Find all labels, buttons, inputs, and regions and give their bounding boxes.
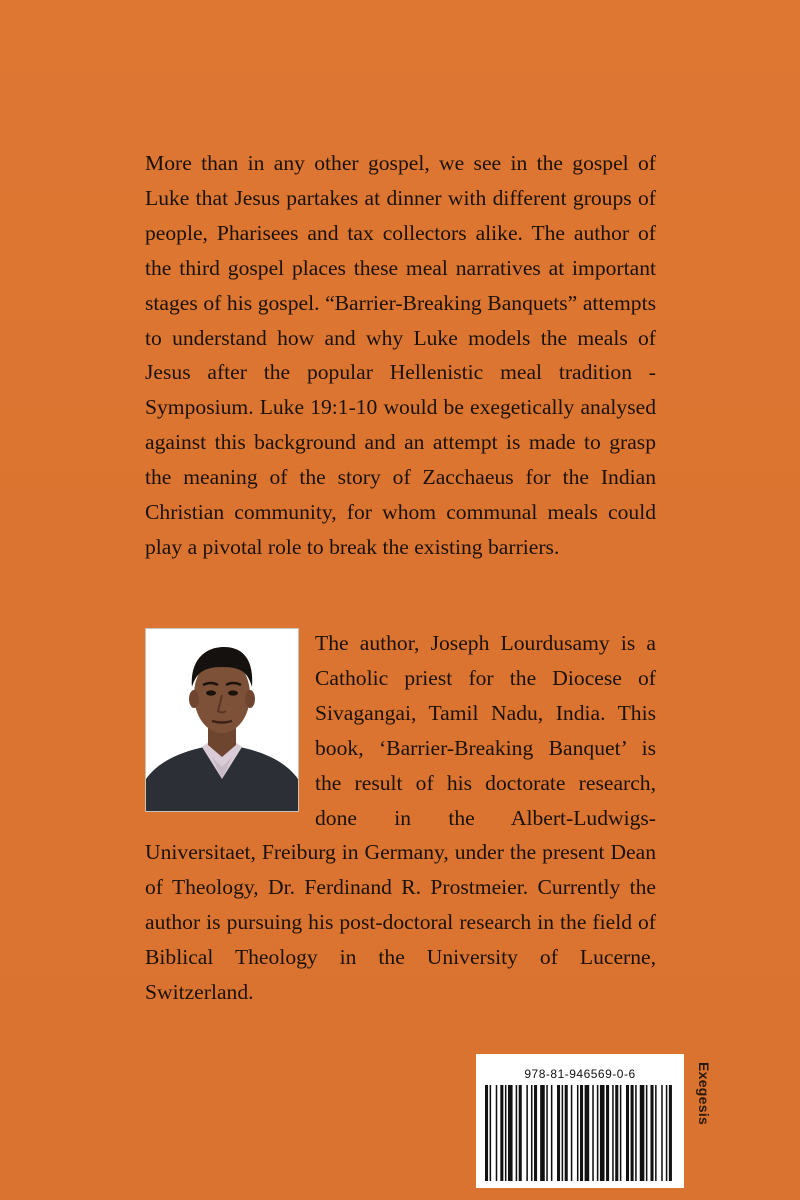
isbn-number: 978-81-946569-0-6 — [524, 1067, 636, 1081]
barcode-bars-graphic — [485, 1085, 675, 1181]
author-bio-section — [145, 626, 656, 1010]
barcode-bar — [546, 1085, 548, 1181]
barcode-bar — [650, 1085, 653, 1181]
barcode-bar — [526, 1085, 528, 1181]
barcode-bar — [562, 1085, 564, 1181]
barcode-bar — [585, 1085, 590, 1181]
barcode-bar — [531, 1085, 533, 1181]
barcode-bar — [577, 1085, 579, 1181]
barcode-bar — [571, 1085, 573, 1181]
barcode-bar — [615, 1085, 618, 1181]
barcode-bar — [597, 1085, 599, 1181]
barcode-bar — [635, 1085, 637, 1181]
barcode-bar — [485, 1085, 488, 1181]
barcode-bar — [490, 1085, 492, 1181]
category-label: Exegesis — [696, 1062, 712, 1126]
barcode-bar — [500, 1085, 503, 1181]
barcode-bar — [496, 1085, 498, 1181]
author-portrait-image — [146, 629, 298, 811]
barcode-bar — [606, 1085, 609, 1181]
barcode-bar — [580, 1085, 583, 1181]
barcode-bar — [631, 1085, 634, 1181]
barcode-bar — [666, 1085, 668, 1181]
barcode-bar — [534, 1085, 537, 1181]
barcode-bars — [485, 1085, 675, 1181]
barcode-bar — [565, 1085, 568, 1181]
barcode-bar — [505, 1085, 507, 1181]
barcode-bar — [620, 1085, 622, 1181]
barcode-bar — [655, 1085, 657, 1181]
barcode-bar — [626, 1085, 629, 1181]
author-bio-text: The author, Joseph Lourdusamy is a Catholic priest for the Diocese of Sivagangai, Tamil Nadu, India. This book, ‘Barrier-Breaking Banquet’ is the result of his doctorate research, done in the Albert-Ludwigs-Universitaet, Freiburg in Germany, under the present Dean of Theology, Dr. Ferdinand R. Prostmeier. Currently the author is pursuing his post-doctoral research in the field of Biblical Theology in the University of Lucerne, Switzerland. — [145, 631, 656, 1005]
barcode-bar — [551, 1085, 553, 1181]
barcode-bar — [540, 1085, 545, 1181]
barcode-bar — [519, 1085, 522, 1181]
barcode-bar — [669, 1085, 672, 1181]
barcode-bar — [661, 1085, 663, 1181]
barcode-bar — [508, 1085, 513, 1181]
barcode-bar — [557, 1085, 560, 1181]
barcode-bar — [646, 1085, 648, 1181]
barcode-bar — [592, 1085, 594, 1181]
author-photo — [145, 628, 299, 812]
book-blurb: More than in any other gospel, we see in the gospel of Luke that Jesus partakes at dinner with different groups of people, Pharisees and tax collectors alike. The author of the third gospel places these meal narratives at important stages of his gospel. “Barrier-Breaking Banquets” attempts to understand how and why Luke models the meals of Jesus after the popular Hellenistic meal tradition - Symposium. Luke 19:1-10 would be exegetically analysed against this background and an attempt is made to grasp the meaning of the story of Zacchaeus for the Indian Christian community, for whom communal meals could play a pivotal role to break the existing barriers. — [145, 151, 656, 559]
barcode-bar — [640, 1085, 645, 1181]
barcode-bar — [612, 1085, 614, 1181]
barcode-bar — [600, 1085, 605, 1181]
isbn-barcode — [476, 1054, 684, 1188]
barcode-bar — [516, 1085, 518, 1181]
